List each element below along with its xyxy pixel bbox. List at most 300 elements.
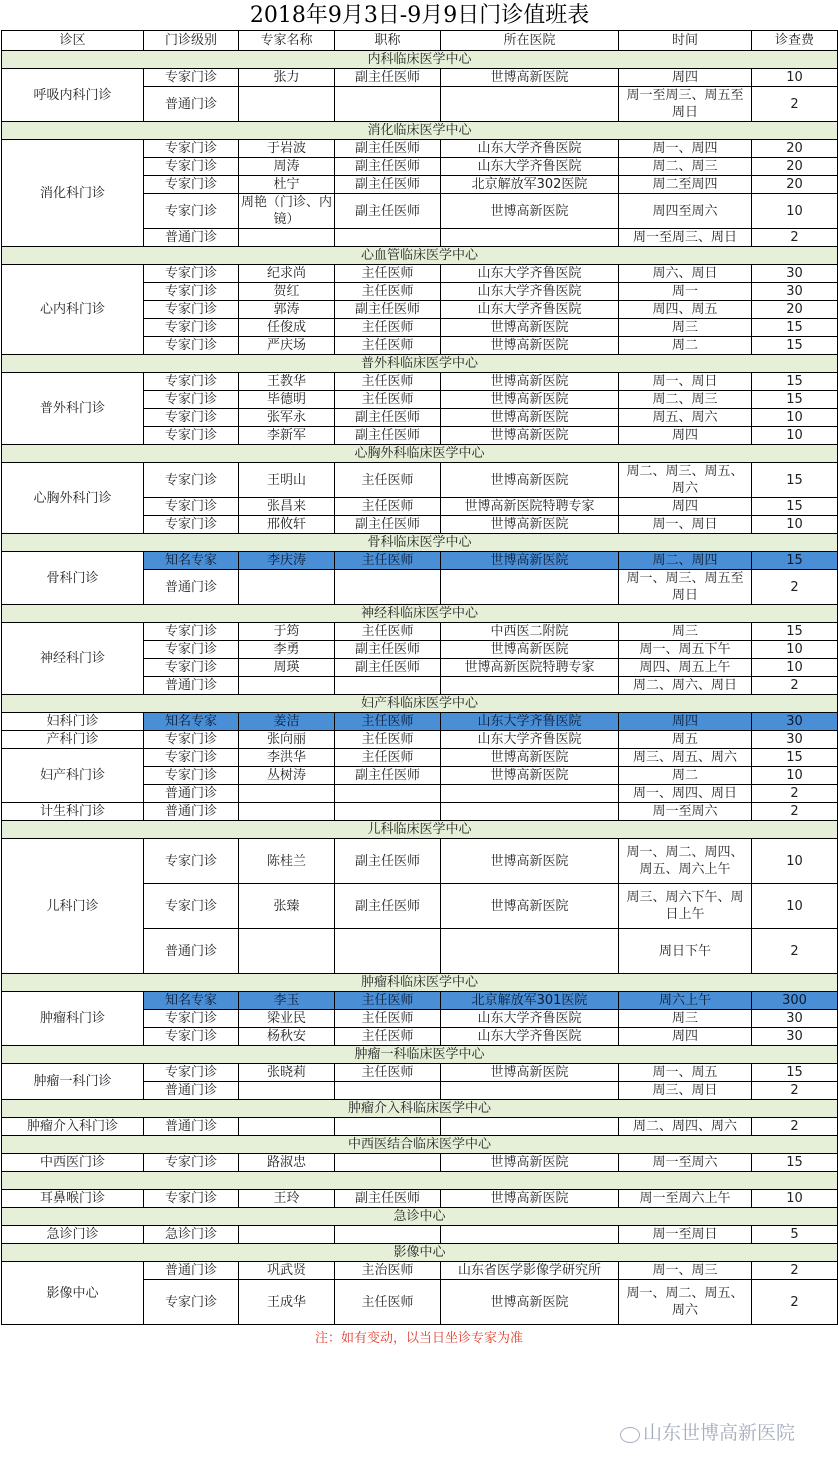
title-cell: 主任医师 [335, 992, 441, 1010]
title-cell: 主任医师 [335, 623, 441, 641]
table-row [2, 992, 838, 1010]
expert-cell: 严庆场 [239, 337, 335, 355]
expert-cell: 周瑛 [239, 659, 335, 677]
title-cell: 主任医师 [335, 283, 441, 301]
hospital-cell: 世博高新医院 [441, 641, 619, 659]
time-cell: 周一、周二、周五、周六 [619, 1280, 752, 1325]
title-cell [335, 803, 441, 821]
hospital-cell: 世博高新医院 [441, 463, 619, 498]
time-cell: 周二、周三 [619, 158, 752, 176]
hospital-cell: 世博高新医院 [441, 552, 619, 570]
fee-cell: 10 [752, 194, 838, 229]
column-header: 职称 [335, 31, 441, 51]
hospital-cell: 世博高新医院 [441, 767, 619, 785]
hospital-cell: 山东大学齐鲁医院 [441, 1010, 619, 1028]
level-cell: 知名专家 [144, 992, 239, 1010]
title-cell [335, 677, 441, 695]
center-row [2, 355, 838, 373]
table-row [2, 1064, 838, 1082]
fee-cell: 20 [752, 140, 838, 158]
title-cell: 副主任医师 [335, 194, 441, 229]
hospital-cell: 山东大学齐鲁医院 [441, 265, 619, 283]
time-cell: 周二 [619, 767, 752, 785]
title-cell: 副主任医师 [335, 839, 441, 884]
level-cell: 专家门诊 [144, 391, 239, 409]
level-cell: 普通门诊 [144, 785, 239, 803]
zone-cell: 儿科门诊 [2, 839, 144, 974]
column-header: 专家名称 [239, 31, 335, 51]
fee-cell: 15 [752, 319, 838, 337]
expert-cell: 张向丽 [239, 731, 335, 749]
expert-cell: 李洪华 [239, 749, 335, 767]
title-cell: 副主任医师 [335, 409, 441, 427]
title-cell: 副主任医师 [335, 641, 441, 659]
hospital-cell: 世博高新医院 [441, 194, 619, 229]
time-cell: 周四 [619, 713, 752, 731]
hospital-cell: 山东大学齐鲁医院 [441, 713, 619, 731]
time-cell: 周一至周六上午 [619, 1190, 752, 1208]
expert-cell: 任俊成 [239, 319, 335, 337]
fee-cell: 30 [752, 265, 838, 283]
level-cell: 专家门诊 [144, 659, 239, 677]
hospital-cell: 山东大学齐鲁医院 [441, 301, 619, 319]
time-cell: 周二、周三、周五、周六 [619, 463, 752, 498]
level-cell: 普通门诊 [144, 1262, 239, 1280]
column-header: 诊区 [2, 31, 144, 51]
time-cell: 周四至周六 [619, 194, 752, 229]
zone-cell: 普外科门诊 [2, 373, 144, 445]
hospital-cell: 世博高新医院 [441, 749, 619, 767]
zone-cell: 消化科门诊 [2, 140, 144, 247]
title-cell: 副主任医师 [335, 884, 441, 929]
table-row [2, 623, 838, 641]
fee-cell: 15 [752, 373, 838, 391]
title-cell: 主任医师 [335, 265, 441, 283]
level-cell: 专家门诊 [144, 1064, 239, 1082]
title-cell: 副主任医师 [335, 427, 441, 445]
time-cell: 周四 [619, 498, 752, 516]
fee-cell: 30 [752, 713, 838, 731]
level-cell: 专家门诊 [144, 498, 239, 516]
center-row [2, 605, 838, 623]
title-cell: 主任医师 [335, 1280, 441, 1325]
expert-cell: 郭涛 [239, 301, 335, 319]
title-cell: 主任医师 [335, 1064, 441, 1082]
column-header: 门诊级别 [144, 31, 239, 51]
time-cell: 周二 [619, 337, 752, 355]
expert-cell: 陈桂兰 [239, 839, 335, 884]
center-row [2, 1172, 838, 1190]
level-cell: 专家门诊 [144, 641, 239, 659]
time-cell: 周一、周四、周日 [619, 785, 752, 803]
center-row [2, 1100, 838, 1118]
center-row [2, 534, 838, 552]
hospital-cell [441, 929, 619, 974]
center-name [2, 1172, 838, 1190]
center-row [2, 445, 838, 463]
table-row [2, 140, 838, 158]
expert-cell [239, 229, 335, 247]
time-cell: 周四、周五 [619, 301, 752, 319]
time-cell: 周日下午 [619, 929, 752, 974]
level-cell: 专家门诊 [144, 731, 239, 749]
expert-cell: 张晓莉 [239, 1064, 335, 1082]
level-cell: 专家门诊 [144, 265, 239, 283]
fee-cell: 15 [752, 1064, 838, 1082]
center-name: 神经科临床医学中心 [2, 605, 838, 623]
hospital-cell: 山东大学齐鲁医院 [441, 140, 619, 158]
fee-cell: 2 [752, 1262, 838, 1280]
expert-cell [239, 929, 335, 974]
time-cell: 周四 [619, 1028, 752, 1046]
fee-cell: 2 [752, 1082, 838, 1100]
watermark [620, 1418, 830, 1445]
title-cell: 副主任医师 [335, 158, 441, 176]
center-name: 急诊中心 [2, 1208, 838, 1226]
title-cell: 主任医师 [335, 337, 441, 355]
level-cell: 普通门诊 [144, 570, 239, 605]
level-cell: 专家门诊 [144, 1028, 239, 1046]
zone-cell: 骨科门诊 [2, 552, 144, 605]
zone-cell: 计生科门诊 [2, 803, 144, 821]
level-cell: 普通门诊 [144, 803, 239, 821]
center-name: 骨科临床医学中心 [2, 534, 838, 552]
time-cell: 周三、周六下午、周日上午 [619, 884, 752, 929]
table-row [2, 749, 838, 767]
level-cell: 专家门诊 [144, 623, 239, 641]
title-cell: 主任医师 [335, 373, 441, 391]
fee-cell: 10 [752, 69, 838, 87]
fee-cell: 15 [752, 623, 838, 641]
fee-cell: 10 [752, 767, 838, 785]
fee-cell: 2 [752, 803, 838, 821]
expert-cell: 李玉 [239, 992, 335, 1010]
expert-cell [239, 677, 335, 695]
table-row [2, 839, 838, 884]
level-cell: 专家门诊 [144, 1154, 239, 1172]
time-cell: 周一至周三、周五至周日 [619, 87, 752, 122]
title-cell: 副主任医师 [335, 659, 441, 677]
fee-cell: 10 [752, 641, 838, 659]
level-cell: 专家门诊 [144, 767, 239, 785]
title-cell: 主任医师 [335, 749, 441, 767]
zone-cell: 影像中心 [2, 1262, 144, 1325]
hospital-cell: 中西医二附院 [441, 623, 619, 641]
hospital-cell: 世博高新医院特聘专家 [441, 498, 619, 516]
hospital-cell: 世博高新医院 [441, 1190, 619, 1208]
title-cell [335, 929, 441, 974]
hospital-cell [441, 1226, 619, 1244]
title-cell: 主任医师 [335, 731, 441, 749]
level-cell: 急诊门诊 [144, 1226, 239, 1244]
title-cell [335, 1226, 441, 1244]
fee-cell: 2 [752, 785, 838, 803]
zone-cell: 肿瘤科门诊 [2, 992, 144, 1046]
time-cell: 周一、周二、周四、周五、周六上午 [619, 839, 752, 884]
level-cell: 专家门诊 [144, 176, 239, 194]
time-cell: 周四、周五上午 [619, 659, 752, 677]
expert-cell: 梁业民 [239, 1010, 335, 1028]
level-cell: 普通门诊 [144, 87, 239, 122]
time-cell: 周二、周四、周六 [619, 1118, 752, 1136]
level-cell: 专家门诊 [144, 884, 239, 929]
title-cell: 主任医师 [335, 1028, 441, 1046]
table-row [2, 463, 838, 498]
hospital-cell [441, 785, 619, 803]
fee-cell: 20 [752, 176, 838, 194]
time-cell: 周五 [619, 731, 752, 749]
fee-cell: 30 [752, 731, 838, 749]
time-cell: 周一至周日 [619, 1226, 752, 1244]
zone-cell: 产科门诊 [2, 731, 144, 749]
title-cell [335, 1154, 441, 1172]
fee-cell: 15 [752, 552, 838, 570]
table-row [2, 1154, 838, 1172]
time-cell: 周二、周四 [619, 552, 752, 570]
title-cell [335, 1082, 441, 1100]
level-cell: 专家门诊 [144, 1280, 239, 1325]
fee-cell: 2 [752, 570, 838, 605]
hospital-cell: 世博高新医院 [441, 516, 619, 534]
expert-cell: 王玲 [239, 1190, 335, 1208]
time-cell: 周三、周五、周六 [619, 749, 752, 767]
hospital-cell: 世博高新医院 [441, 391, 619, 409]
expert-cell: 王教华 [239, 373, 335, 391]
fee-cell: 2 [752, 1118, 838, 1136]
level-cell: 专家门诊 [144, 463, 239, 498]
schedule-sheet [1, 0, 837, 1346]
expert-cell [239, 87, 335, 122]
time-cell: 周一、周三 [619, 1262, 752, 1280]
center-name: 普外科临床医学中心 [2, 355, 838, 373]
title-cell: 主任医师 [335, 552, 441, 570]
level-cell: 专家门诊 [144, 409, 239, 427]
table-row [2, 552, 838, 570]
hospital-cell: 世博高新医院 [441, 427, 619, 445]
hospital-cell: 世博高新医院特聘专家 [441, 659, 619, 677]
zone-cell: 神经科门诊 [2, 623, 144, 695]
hospital-cell: 世博高新医院 [441, 337, 619, 355]
title-cell: 主任医师 [335, 463, 441, 498]
level-cell: 专家门诊 [144, 373, 239, 391]
fee-cell: 30 [752, 1010, 838, 1028]
zone-cell: 中西医门诊 [2, 1154, 144, 1172]
hospital-cell [441, 570, 619, 605]
title-cell [335, 570, 441, 605]
title-cell [335, 785, 441, 803]
fee-cell: 15 [752, 463, 838, 498]
hospital-cell: 世博高新医院 [441, 69, 619, 87]
hospital-cell [441, 1118, 619, 1136]
title-cell: 主任医师 [335, 391, 441, 409]
fee-cell: 10 [752, 516, 838, 534]
hospital-cell: 世博高新医院 [441, 884, 619, 929]
hospital-cell [441, 87, 619, 122]
level-cell: 专家门诊 [144, 158, 239, 176]
center-name: 肿瘤一科临床医学中心 [2, 1046, 838, 1064]
time-cell: 周四 [619, 427, 752, 445]
title-cell: 主任医师 [335, 498, 441, 516]
level-cell: 普通门诊 [144, 229, 239, 247]
table-row [2, 265, 838, 283]
center-name: 影像中心 [2, 1244, 838, 1262]
fee-cell: 10 [752, 884, 838, 929]
title-cell: 主任医师 [335, 1010, 441, 1028]
time-cell: 周二、周三 [619, 391, 752, 409]
fee-cell: 2 [752, 229, 838, 247]
time-cell: 周一至周六 [619, 803, 752, 821]
center-name: 消化临床医学中心 [2, 122, 838, 140]
fee-cell: 2 [752, 87, 838, 122]
center-row [2, 1244, 838, 1262]
hospital-cell: 世博高新医院 [441, 409, 619, 427]
time-cell: 周二、周六、周日 [619, 677, 752, 695]
level-cell: 专家门诊 [144, 1190, 239, 1208]
schedule-table [1, 0, 838, 1325]
title-cell [335, 87, 441, 122]
title-cell: 主任医师 [335, 319, 441, 337]
table-row [2, 713, 838, 731]
expert-cell: 王明山 [239, 463, 335, 498]
table-row [2, 1118, 838, 1136]
expert-cell: 张昌来 [239, 498, 335, 516]
wechat-icon [620, 1427, 640, 1443]
center-row [2, 1136, 838, 1154]
expert-cell: 邢攸轩 [239, 516, 335, 534]
expert-cell [239, 785, 335, 803]
zone-cell: 妇科门诊 [2, 713, 144, 731]
center-name: 肿瘤科临床医学中心 [2, 974, 838, 992]
level-cell: 专家门诊 [144, 140, 239, 158]
level-cell: 专家门诊 [144, 301, 239, 319]
level-cell: 专家门诊 [144, 69, 239, 87]
hospital-cell: 世博高新医院 [441, 839, 619, 884]
hospital-cell: 北京解放军302医院 [441, 176, 619, 194]
level-cell: 普通门诊 [144, 1082, 239, 1100]
time-cell: 周一、周日 [619, 373, 752, 391]
expert-cell: 巩武贤 [239, 1262, 335, 1280]
zone-cell: 急诊门诊 [2, 1226, 144, 1244]
title-cell: 副主任医师 [335, 1190, 441, 1208]
column-header: 时间 [619, 31, 752, 51]
fee-cell: 2 [752, 677, 838, 695]
fee-cell: 30 [752, 1028, 838, 1046]
expert-cell: 周涛 [239, 158, 335, 176]
time-cell: 周一、周三、周五至周日 [619, 570, 752, 605]
expert-cell: 路淑忠 [239, 1154, 335, 1172]
table-row [2, 1190, 838, 1208]
hospital-cell [441, 1082, 619, 1100]
expert-cell: 丛树涛 [239, 767, 335, 785]
title-cell: 副主任医师 [335, 176, 441, 194]
hospital-cell [441, 229, 619, 247]
hospital-cell: 山东大学齐鲁医院 [441, 283, 619, 301]
hospital-cell: 世博高新医院 [441, 373, 619, 391]
time-cell: 周一 [619, 283, 752, 301]
zone-cell: 妇产科门诊 [2, 749, 144, 803]
table-row [2, 69, 838, 87]
hospital-cell [441, 677, 619, 695]
expert-cell: 杜宁 [239, 176, 335, 194]
expert-cell [239, 570, 335, 605]
center-row [2, 974, 838, 992]
time-cell: 周六、周日 [619, 265, 752, 283]
level-cell: 专家门诊 [144, 516, 239, 534]
level-cell: 专家门诊 [144, 319, 239, 337]
expert-cell: 于岩波 [239, 140, 335, 158]
expert-cell: 毕德明 [239, 391, 335, 409]
level-cell: 知名专家 [144, 552, 239, 570]
title-cell: 主治医师 [335, 1262, 441, 1280]
expert-cell: 纪求尚 [239, 265, 335, 283]
fee-cell: 2 [752, 929, 838, 974]
fee-cell: 20 [752, 158, 838, 176]
time-cell: 周四 [619, 69, 752, 87]
page-title: 2018年9月3日-9月9日门诊值班表 [2, 0, 838, 31]
zone-cell: 心胸外科门诊 [2, 463, 144, 534]
time-cell: 周一至周六 [619, 1154, 752, 1172]
expert-cell: 于筠 [239, 623, 335, 641]
hospital-cell: 北京解放军301医院 [441, 992, 619, 1010]
level-cell: 普通门诊 [144, 929, 239, 974]
hospital-cell: 山东大学齐鲁医院 [441, 731, 619, 749]
title-cell: 副主任医师 [335, 69, 441, 87]
expert-cell: 李勇 [239, 641, 335, 659]
expert-cell: 贺红 [239, 283, 335, 301]
watermark-text: 山东世博高新医院 [643, 1423, 796, 1444]
time-cell: 周三 [619, 319, 752, 337]
fee-cell: 15 [752, 391, 838, 409]
zone-cell: 呼吸内科门诊 [2, 69, 144, 122]
hospital-cell: 山东省医学影像学研究所 [441, 1262, 619, 1280]
center-name: 妇产科临床医学中心 [2, 695, 838, 713]
center-row [2, 1208, 838, 1226]
center-row [2, 695, 838, 713]
table-header [2, 31, 838, 51]
level-cell: 知名专家 [144, 713, 239, 731]
fee-cell: 10 [752, 1190, 838, 1208]
level-cell: 专家门诊 [144, 337, 239, 355]
hospital-cell: 世博高新医院 [441, 1064, 619, 1082]
table-row [2, 1226, 838, 1244]
level-cell: 专家门诊 [144, 283, 239, 301]
expert-cell [239, 803, 335, 821]
center-name: 中西医结合临床医学中心 [2, 1136, 838, 1154]
center-name: 儿科临床医学中心 [2, 821, 838, 839]
fee-cell: 10 [752, 409, 838, 427]
time-cell: 周一、周五下午 [619, 641, 752, 659]
hospital-cell: 世博高新医院 [441, 319, 619, 337]
expert-cell: 杨秋安 [239, 1028, 335, 1046]
time-cell: 周六上午 [619, 992, 752, 1010]
fee-cell: 15 [752, 337, 838, 355]
table-row [2, 1262, 838, 1280]
title-cell: 副主任医师 [335, 140, 441, 158]
center-name: 内科临床医学中心 [2, 51, 838, 69]
hospital-cell: 山东大学齐鲁医院 [441, 158, 619, 176]
table-row [2, 373, 838, 391]
expert-cell [239, 1118, 335, 1136]
expert-cell: 姜洁 [239, 713, 335, 731]
level-cell: 专家门诊 [144, 839, 239, 884]
level-cell: 普通门诊 [144, 1118, 239, 1136]
title-cell: 副主任医师 [335, 516, 441, 534]
title-cell: 副主任医师 [335, 767, 441, 785]
level-cell: 专家门诊 [144, 194, 239, 229]
zone-cell: 耳鼻喉门诊 [2, 1190, 144, 1208]
fee-cell: 30 [752, 283, 838, 301]
zone-cell: 肿瘤介入科门诊 [2, 1118, 144, 1136]
